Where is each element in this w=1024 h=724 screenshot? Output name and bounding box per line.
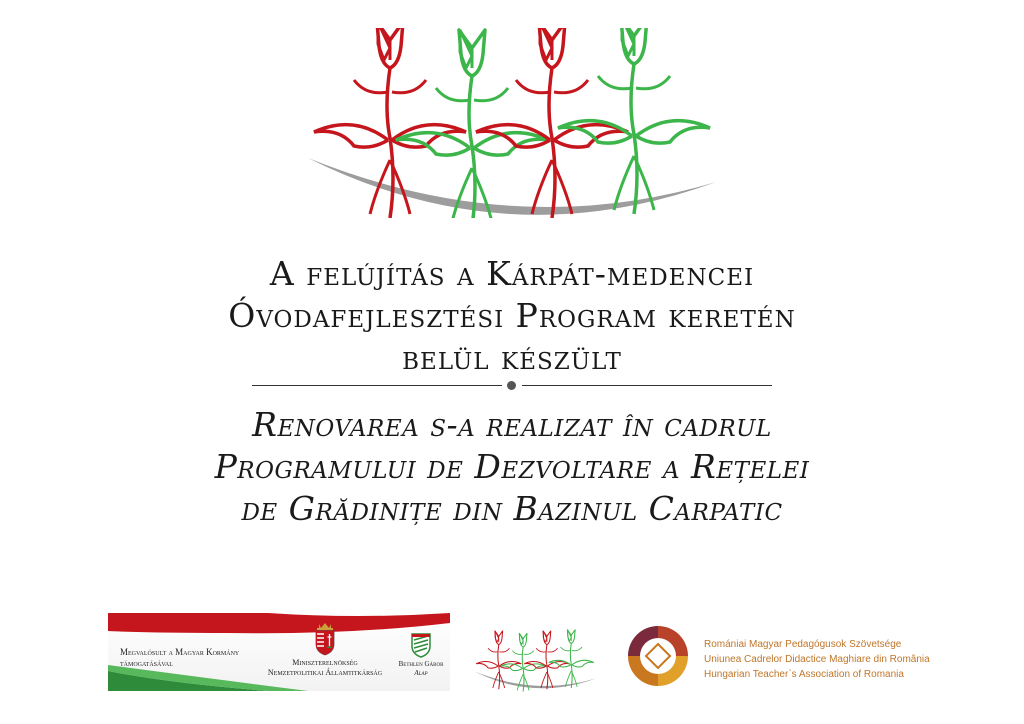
divider-dot	[507, 381, 516, 390]
rmpsz-text	[704, 637, 930, 682]
hungarian-coat-of-arms-icon	[313, 622, 337, 656]
government-banner	[108, 613, 450, 691]
headline-hu-line1: A felújítás a Kárpát-medencei	[269, 254, 755, 293]
government-support-line1: Megvalósult a Magyar Kormány	[120, 647, 240, 657]
tulip-logo-small	[472, 622, 598, 700]
bethlen-gabor-text	[392, 660, 450, 678]
headline-ro-line2: Programului de Dezvoltare a Rețelei	[214, 447, 810, 486]
government-support-text	[120, 647, 239, 669]
ministry-line1: Miniszterelnökség	[292, 658, 358, 667]
ministry-text	[258, 658, 392, 678]
divider-left	[252, 385, 502, 386]
tulip-logo	[300, 28, 724, 218]
headline-ro-line3: de Grădinițe din Bazinul Carpatic	[241, 489, 783, 528]
government-support-line2: támogatásával	[120, 658, 173, 668]
headline-ro-line1: Renovarea s-a realizat în cadrul	[252, 405, 772, 444]
rmpsz-line3: Hungarian Teacher`s Association of Romania	[704, 669, 904, 680]
ministry-line2: Nemzetpolitikai Államtitkárság	[267, 668, 383, 677]
bethlen-gabor-shield-icon	[410, 632, 432, 658]
rmpsz-emblem-icon	[626, 624, 690, 688]
rmpsz-line1: Romániai Magyar Pedagógusok Szövetsége	[704, 639, 902, 650]
rmpsz-line2: Uniunea Cadrelor Didactice Maghiare din România	[704, 654, 930, 665]
bethlen-gabor-name: Bethlen Gábor	[398, 660, 444, 668]
headline-hu-line2: Óvodafejlesztési Program keretén	[228, 296, 796, 335]
headline-hu-line3: belül készült	[402, 338, 622, 377]
bethlen-gabor-sub: Alap	[414, 669, 428, 677]
divider-right	[522, 385, 772, 386]
